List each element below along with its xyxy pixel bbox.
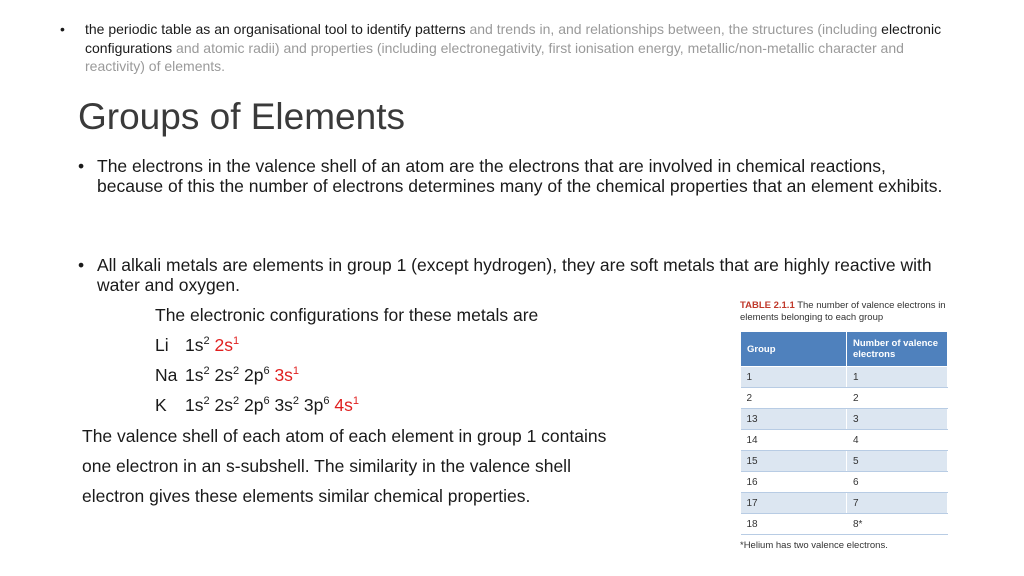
bullet-text: The electrons in the valence shell of an atom are the electrons that are involved in chemical reactions, because of this the number of electrons determines many of the chemical properties that an element exhibits. bbox=[97, 156, 943, 196]
valence-cell: 8* bbox=[847, 514, 948, 535]
table-row bbox=[741, 472, 948, 493]
table-caption bbox=[740, 300, 955, 324]
note-highlight: the periodic table as an organisational tool to identify patterns bbox=[85, 21, 466, 37]
slide-title: Groups of Elements bbox=[78, 96, 405, 137]
table-row bbox=[741, 430, 948, 451]
curriculum-note-text bbox=[60, 20, 960, 76]
orbital-term: $2p^6$ bbox=[243, 365, 270, 385]
orbital-term: $1s^2$ bbox=[185, 395, 210, 415]
table-row bbox=[741, 514, 948, 535]
table-row bbox=[741, 451, 948, 472]
table-row bbox=[741, 388, 948, 409]
curriculum-note bbox=[60, 20, 960, 76]
orbital-term: $4s^1$ bbox=[334, 395, 359, 415]
valence-cell: 1 bbox=[847, 367, 948, 388]
table-row bbox=[741, 493, 948, 514]
valence-cell: 4 bbox=[847, 430, 948, 451]
config-intro: The electronic configurations for these metals are bbox=[155, 305, 539, 325]
conclusion-line: electron gives these elements similar chemical properties. bbox=[82, 486, 531, 506]
config-k bbox=[155, 395, 359, 415]
config-li bbox=[155, 335, 239, 355]
bullet-marker: • bbox=[60, 21, 65, 37]
bullet-valence-shell bbox=[78, 157, 948, 196]
group-cell: 17 bbox=[741, 493, 847, 514]
note-text: and atomic radii) and properties (including electronegativity, first ionisation energy, metallic/non-metallic character and reactivity) of elements. bbox=[85, 39, 904, 74]
orbital-term: $3s^1$ bbox=[274, 365, 300, 385]
group-cell: 15 bbox=[741, 451, 847, 472]
group-cell: 14 bbox=[741, 430, 847, 451]
conclusion-line: one electron in an s-subshell. The similarity in the valence shell bbox=[82, 456, 571, 476]
table-row bbox=[741, 367, 948, 388]
group-cell: 1 bbox=[741, 367, 847, 388]
group-cell: 16 bbox=[741, 472, 847, 493]
element-symbol: K bbox=[155, 395, 167, 415]
config-na bbox=[155, 365, 299, 385]
bullet-text: All alkali metals are elements in group 1 (except hydrogen), they are soft metals that are highly reactive with water and oxygen. bbox=[97, 255, 932, 295]
orbital-term: $3p^6$ bbox=[303, 395, 330, 415]
table-body bbox=[741, 367, 948, 535]
orbital-term: $1s^2$ bbox=[185, 335, 210, 355]
valence-cell: 3 bbox=[847, 409, 948, 430]
conclusion-line: The valence shell of each atom of each element in group 1 contains bbox=[82, 426, 607, 446]
valence-electrons-table bbox=[740, 331, 948, 535]
orbital-term: $2s^2$ bbox=[214, 395, 240, 415]
table-header-group: Group bbox=[741, 332, 847, 367]
group-cell: 18 bbox=[741, 514, 847, 535]
element-symbol: Na bbox=[155, 365, 178, 385]
table-footnote: *Helium has two valence electrons. bbox=[740, 540, 888, 551]
orbital-term: $2s^1$ bbox=[214, 335, 240, 355]
table-row bbox=[741, 409, 948, 430]
orbital-term: $2s^2$ bbox=[214, 365, 240, 385]
table-caption-text: The number of valence electrons in elements belonging to each group bbox=[740, 300, 946, 323]
valence-cell: 5 bbox=[847, 451, 948, 472]
bullet-marker: • bbox=[78, 156, 85, 176]
valence-cell: 7 bbox=[847, 493, 948, 514]
bullet-marker: • bbox=[78, 255, 85, 275]
element-symbol: Li bbox=[155, 335, 169, 355]
orbital-term: $3s^2$ bbox=[274, 395, 300, 415]
orbital-term: $2p^6$ bbox=[243, 395, 270, 415]
group-cell: 13 bbox=[741, 409, 847, 430]
table-caption-tag: TABLE 2.1.1 bbox=[740, 300, 795, 311]
orbital-term: $1s^2$ bbox=[185, 365, 210, 385]
table-header-valence: Number of valence electrons bbox=[847, 332, 948, 367]
bullet-alkali-metals bbox=[78, 256, 958, 295]
note-text: and trends in, and relationships between, the structures (including bbox=[465, 21, 882, 37]
valence-cell: 2 bbox=[847, 388, 948, 409]
group-cell: 2 bbox=[741, 388, 847, 409]
valence-cell: 6 bbox=[847, 472, 948, 493]
note-highlight: electronic configurations bbox=[85, 21, 942, 56]
